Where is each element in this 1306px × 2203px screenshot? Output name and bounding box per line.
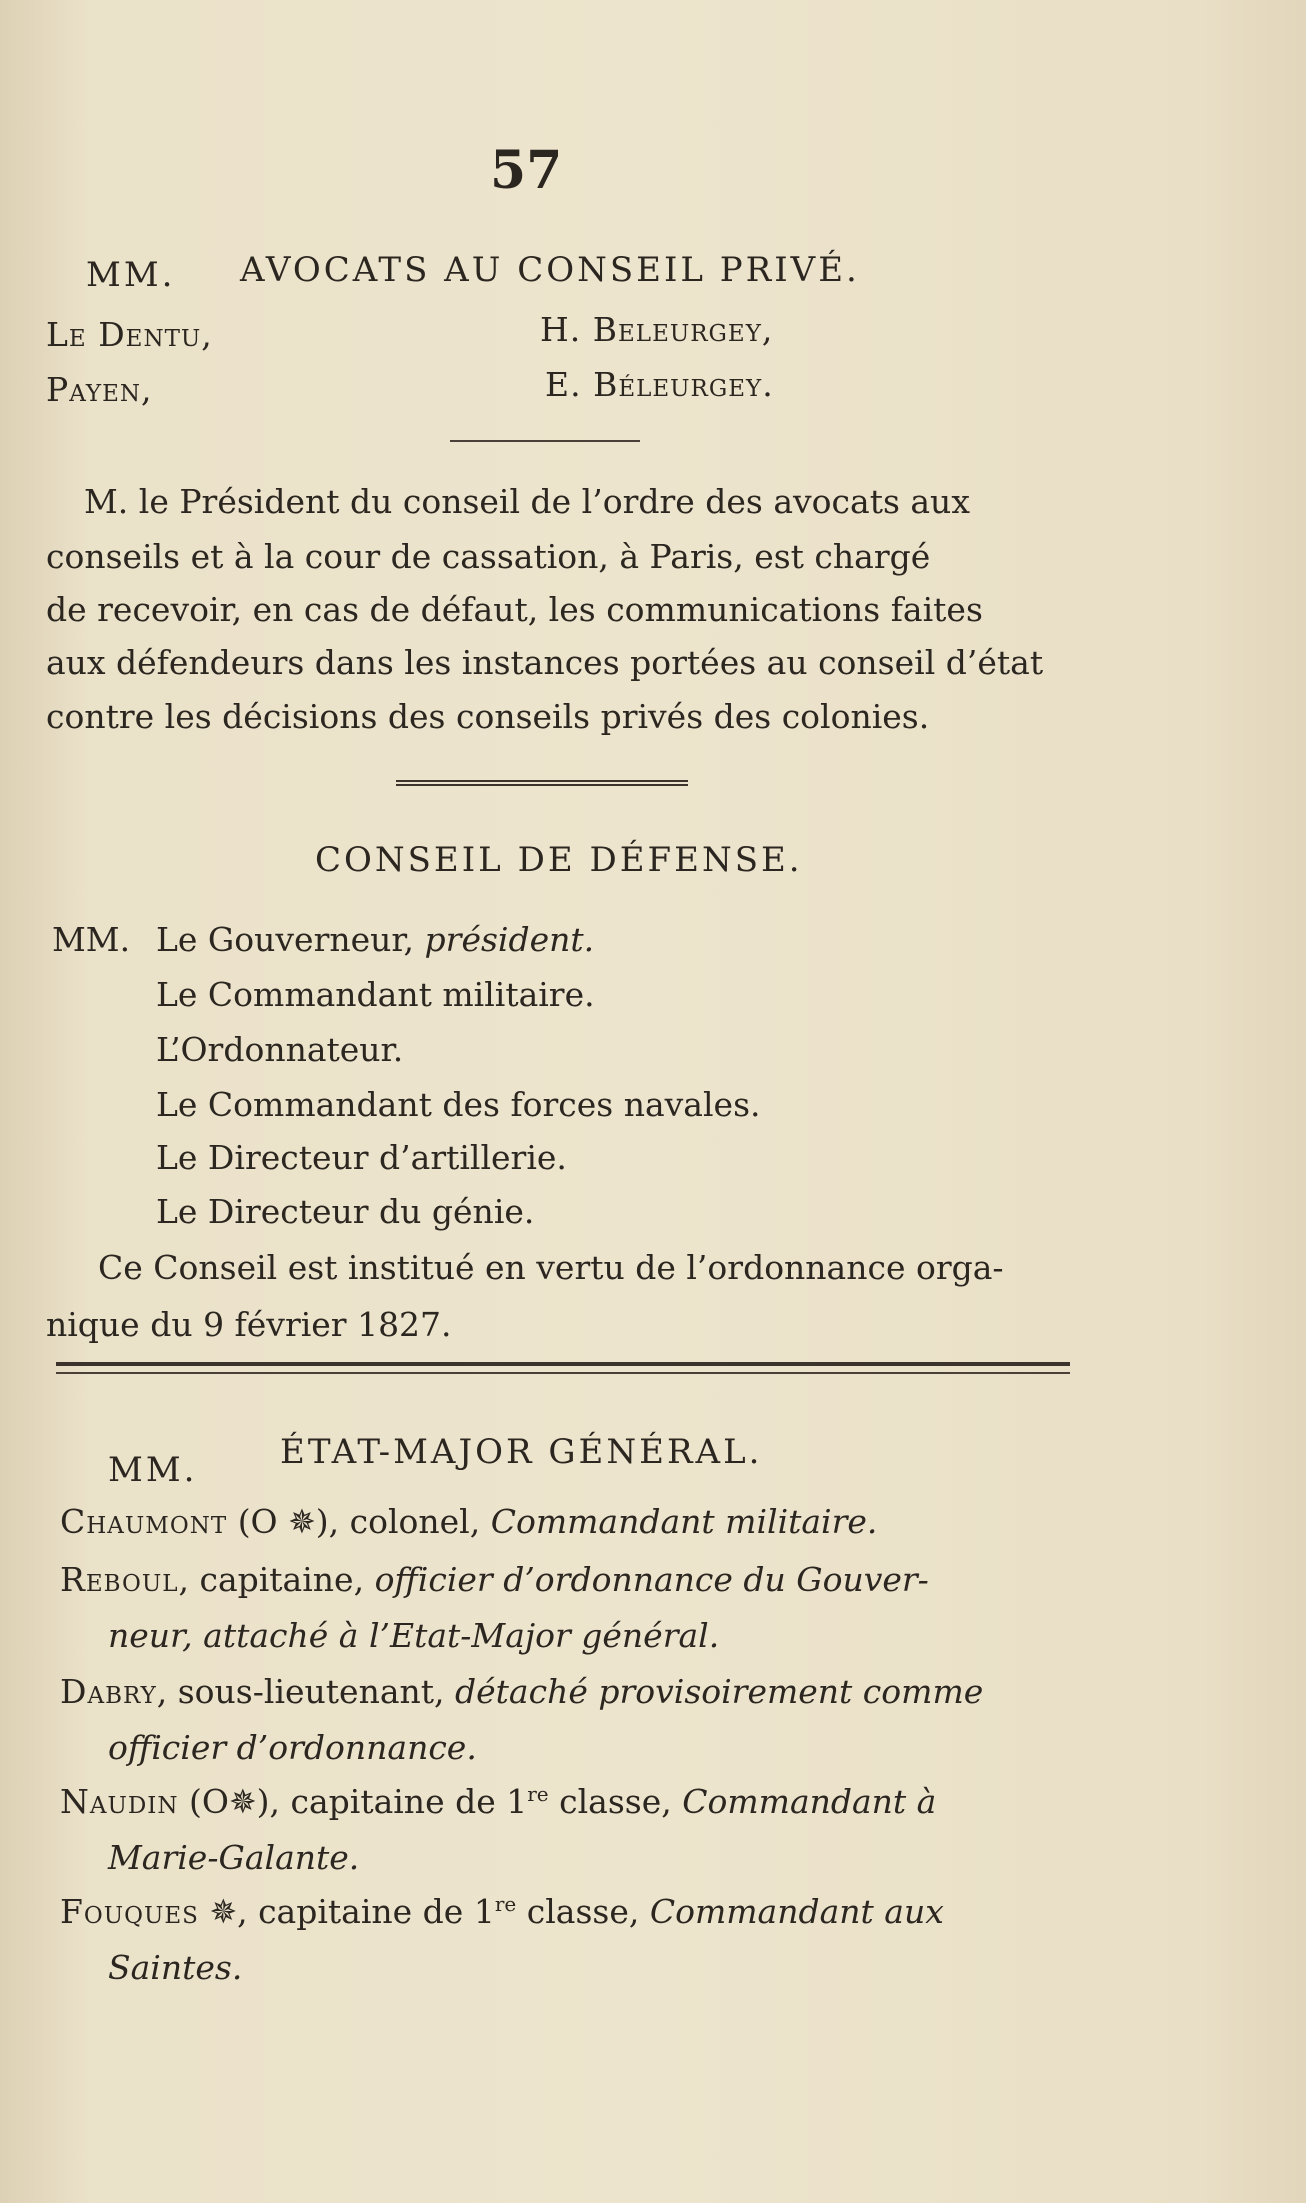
avocats-note-line-5: contre les décisions des conseils privés des colonies.: [46, 697, 930, 736]
entry-rank: , sous-lieutenant,: [156, 1672, 445, 1711]
defense-title: CONSEIL DE DÉFENSE.: [315, 840, 803, 880]
entry-chaumont: [60, 1502, 877, 1541]
defense-member: Le Directeur d’artillerie.: [156, 1138, 567, 1177]
avocats-mm-label: MM.: [86, 255, 176, 295]
entry-naudin: [60, 1782, 936, 1821]
entry-fouques: [60, 1892, 944, 1931]
etat-major-title: ÉTAT-MAJOR GÉNÉRAL.: [280, 1432, 763, 1472]
entry-rank-2: classe,: [526, 1892, 640, 1931]
entry-name: Naudin: [60, 1782, 179, 1821]
entry-name: Dabry: [60, 1672, 157, 1711]
entry-rank-sup: re: [494, 1892, 517, 1916]
entry-role: Commandant militaire.: [490, 1502, 878, 1541]
entry-role: Commandant aux: [649, 1892, 944, 1931]
avocat-name-e-beleurgey: E. Béleurgey.: [545, 365, 774, 404]
section-divider: [450, 440, 640, 442]
defense-member-gouverneur-label: Le Gouverneur,: [156, 920, 415, 959]
avocats-title: AVOCATS AU CONSEIL PRIVÉ.: [240, 250, 860, 290]
defense-member-gouverneur: [156, 920, 594, 959]
entry-naudin-continued: Marie-Galante.: [108, 1838, 360, 1877]
decoration-badge: ✵,: [209, 1892, 248, 1931]
page-number: 57: [490, 140, 563, 201]
section-divider-double: [396, 780, 688, 786]
defense-member: Le Directeur du génie.: [156, 1192, 535, 1231]
entry-rank: colonel,: [349, 1502, 481, 1541]
entry-rank: , capitaine,: [178, 1560, 365, 1599]
defense-member-gouverneur-role: président.: [424, 920, 595, 959]
entry-rank-sup: re: [527, 1782, 549, 1806]
avocats-note-line-3: de recevoir, en cas de défaut, les communications faites: [46, 590, 983, 629]
defense-member: Le Commandant des forces navales.: [156, 1085, 761, 1124]
entry-name: Fouques: [60, 1892, 199, 1931]
entry-rank: capitaine de 1: [258, 1892, 495, 1931]
decoration-badge: (O✵),: [189, 1782, 280, 1821]
defense-note-line-1: Ce Conseil est institué en vertu de l’ordonnance orga-: [98, 1248, 1004, 1287]
section-divider-thin: [56, 1372, 1070, 1374]
avocat-name-h-beleurgey: H. Beleurgey,: [540, 310, 774, 349]
avocats-note-line-4: aux défendeurs dans les instances portées au conseil d’état: [46, 643, 1044, 682]
avocat-name-le-dentu: Le Dentu,: [46, 315, 213, 354]
avocats-note-line-1: M. le Président du conseil de l’ordre des avocats aux: [84, 482, 970, 521]
entry-name: Chaumont: [60, 1502, 228, 1541]
entry-name: Reboul: [60, 1560, 179, 1599]
entry-role: détaché provisoirement comme: [455, 1672, 984, 1711]
defense-member: L’Ordonnateur.: [156, 1030, 404, 1069]
avocats-note-line-2: conseils et à la cour de cassation, à Paris, est chargé: [46, 537, 931, 576]
entry-role: Commandant à: [682, 1782, 937, 1821]
entry-reboul: [60, 1560, 929, 1599]
defense-note-line-2: nique du 9 février 1827.: [46, 1305, 452, 1344]
avocat-name-payen: Payen,: [46, 370, 153, 409]
decoration-badge: (O ✵),: [237, 1502, 340, 1541]
etat-major-mm-label: MM.: [108, 1450, 198, 1490]
entry-role: officier d’ordonnance du Gouver-: [374, 1560, 929, 1599]
entry-dabry: [60, 1672, 983, 1711]
entry-reboul-continued: neur, attaché à l’Etat-Major général.: [108, 1616, 720, 1655]
defense-mm-label: MM.: [52, 920, 131, 959]
defense-member: Le Commandant militaire.: [156, 975, 595, 1014]
entry-rank-2: classe,: [559, 1782, 672, 1821]
entry-dabry-continued: officier d’ordonnance.: [108, 1728, 477, 1767]
entry-fouques-continued: Saintes.: [108, 1948, 243, 1987]
entry-rank: capitaine de 1: [290, 1782, 528, 1821]
section-divider-thick: [56, 1362, 1070, 1366]
